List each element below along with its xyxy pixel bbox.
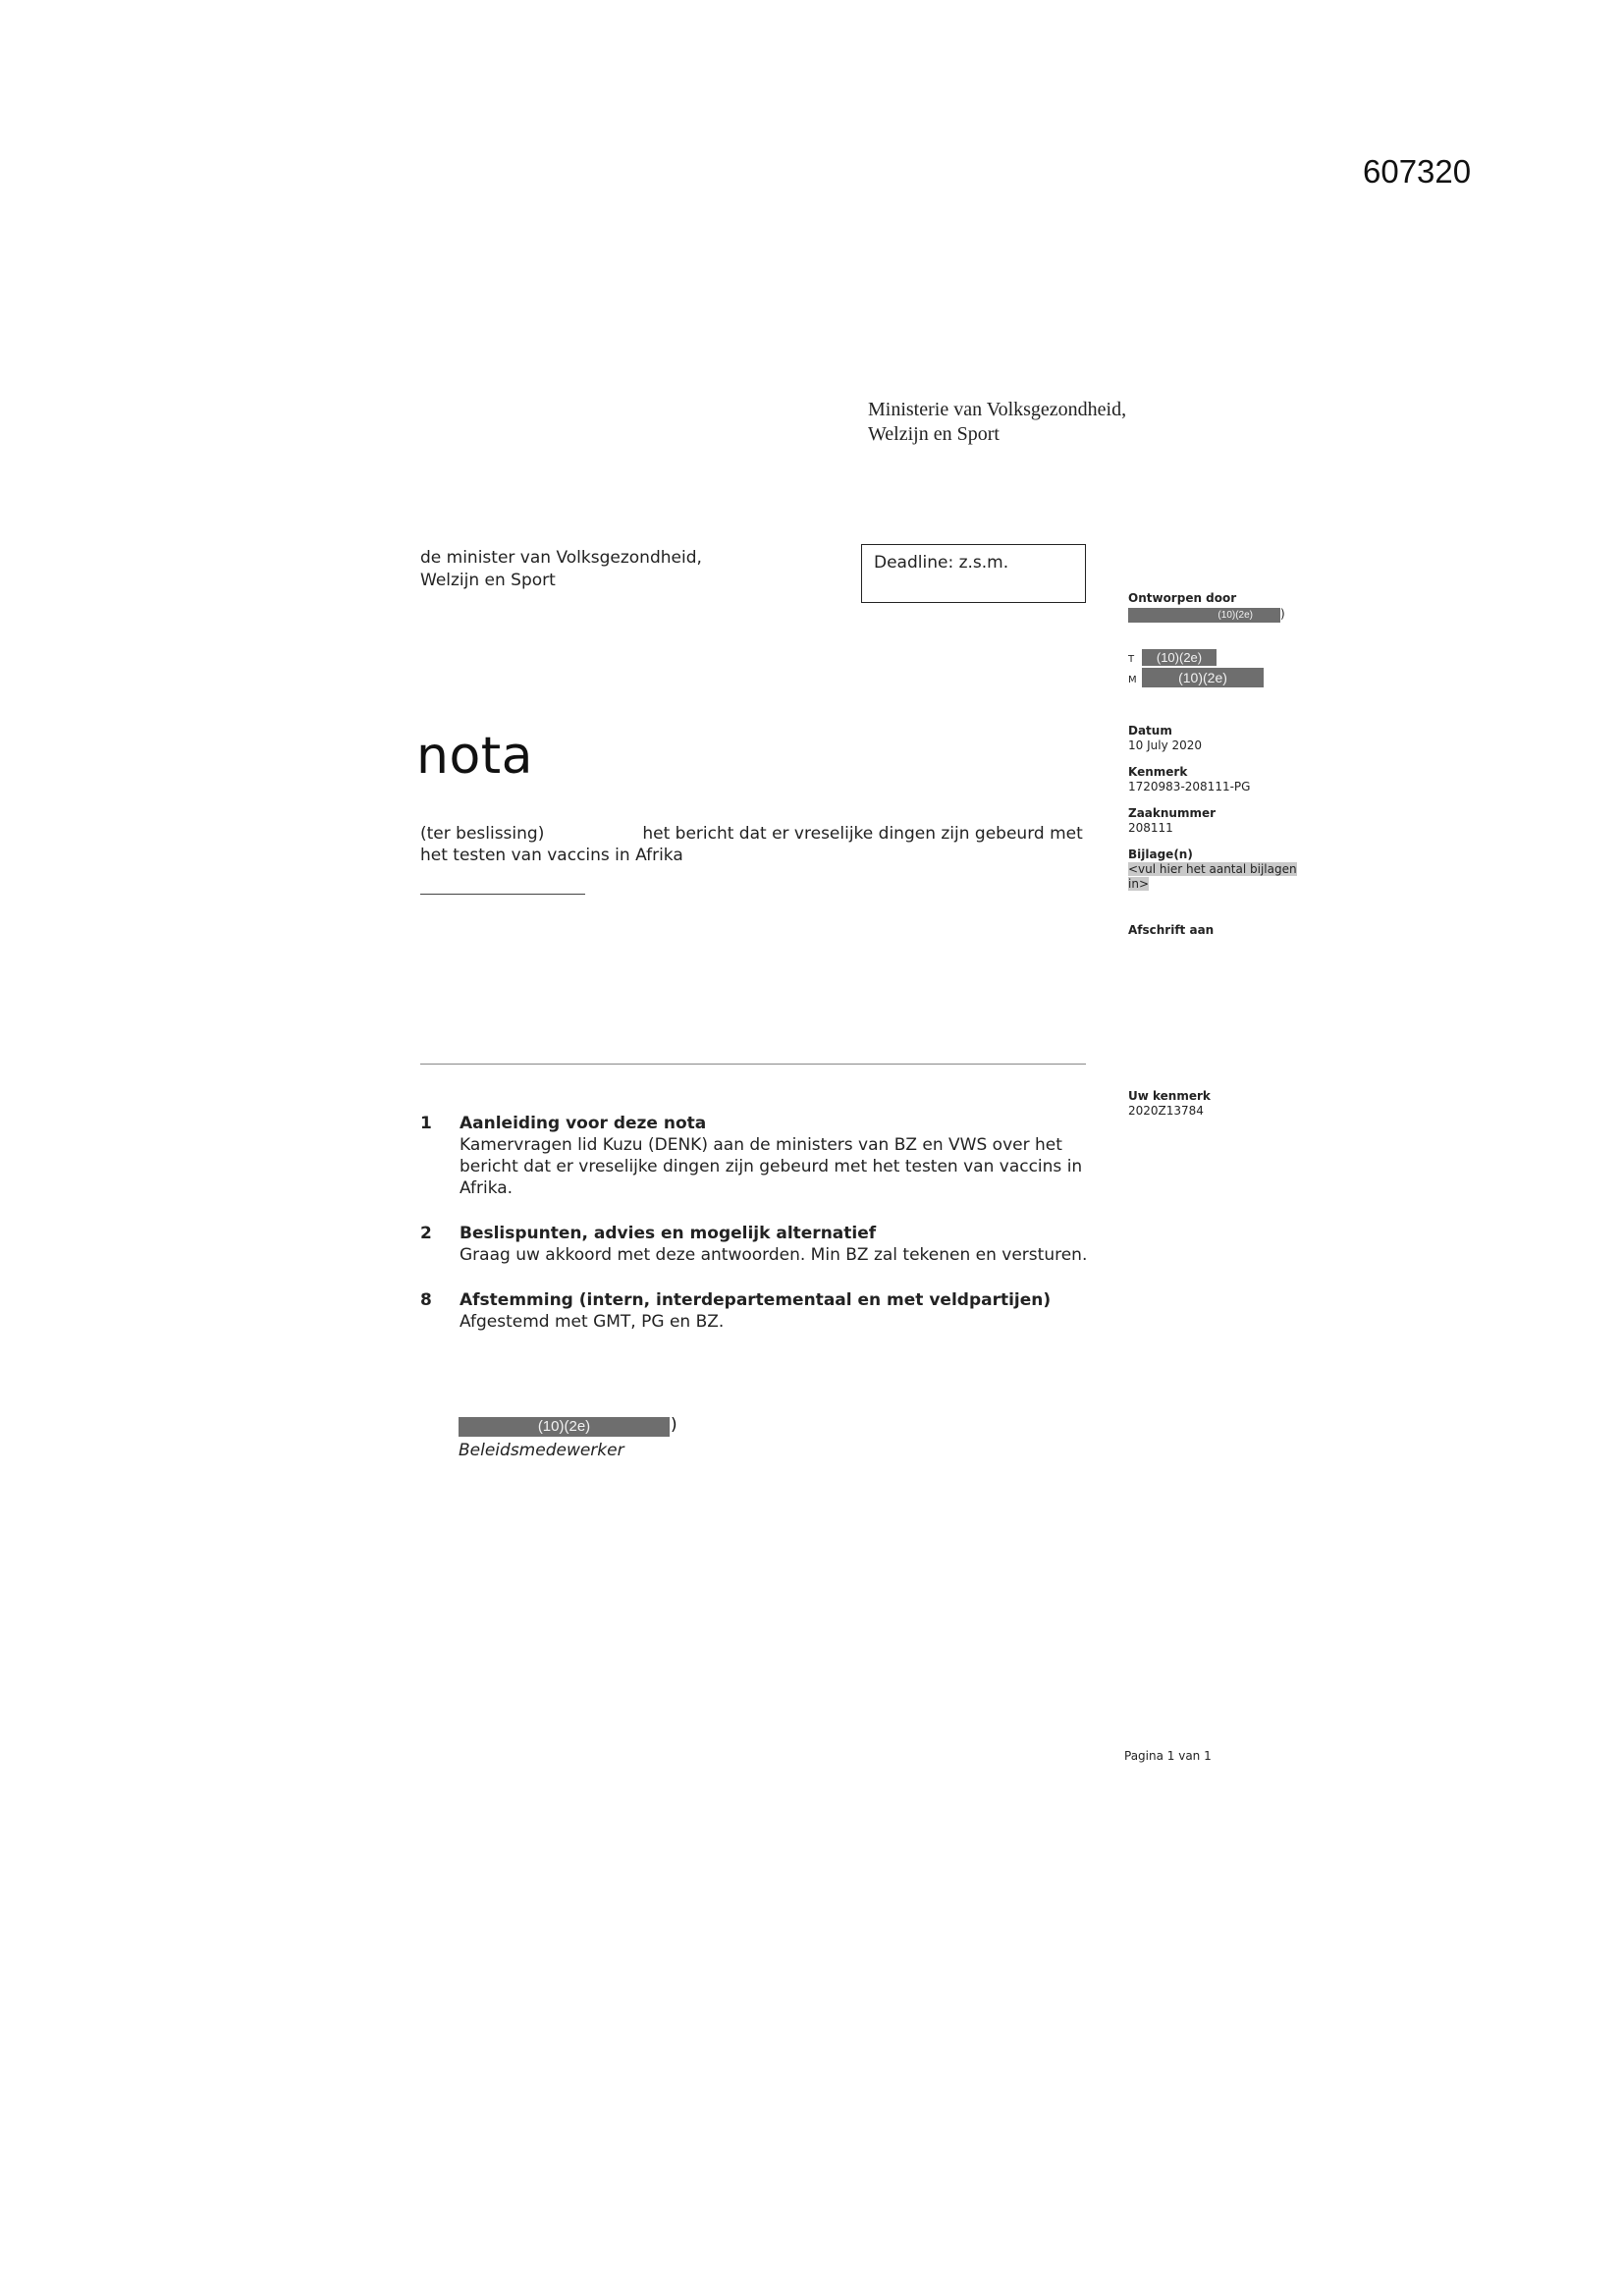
designed-by-label: Ontworpen door: [1128, 591, 1237, 605]
subject-line-1: het bericht dat er vreselijke dingen zijn gebeurd met: [642, 824, 1083, 844]
section-number: 1: [420, 1114, 432, 1133]
designed-by-paren: ): [1280, 607, 1285, 621]
section-number: 8: [420, 1290, 432, 1310]
designed-by-redaction: (10)(2e): [1128, 608, 1280, 623]
section-8: [420, 1289, 1098, 1333]
section-heading: Beslispunten, advies en mogelijk alternatief: [460, 1224, 877, 1243]
section-line: Graag uw akkoord met deze antwoorden. Min BZ zal tekenen en versturen.: [460, 1245, 1088, 1265]
section-1: [420, 1113, 1098, 1199]
date-label: Datum: [1128, 724, 1172, 738]
addressee: [420, 547, 702, 592]
attachment-block: [1128, 847, 1297, 892]
ministry-name: [868, 398, 1126, 447]
phone-row: [1128, 649, 1217, 667]
signature-role: Beleidsmedewerker: [459, 1441, 624, 1460]
addressee-line-1: de minister van Volksgezondheid,: [420, 548, 702, 568]
signature-paren: ): [671, 1415, 677, 1435]
addressee-line-2: Welzijn en Sport: [420, 571, 556, 590]
case-value: 208111: [1128, 821, 1173, 835]
mobile-row: [1128, 668, 1264, 687]
section-line: bericht dat er vreselijke dingen zijn gebeurd met het testen van vaccins in: [460, 1157, 1083, 1176]
section-divider: [420, 1064, 1086, 1065]
reference-label: Kenmerk: [1128, 765, 1188, 779]
attachment-label: Bijlage(n): [1128, 847, 1193, 861]
page-footer: Pagina 1 van 1: [1124, 1749, 1212, 1763]
attachment-placeholder-line-2: in>: [1128, 877, 1149, 891]
copy-block: [1128, 923, 1214, 938]
document-number: 607320: [1363, 153, 1472, 190]
section-line: Kamervragen lid Kuzu (DENK) aan de ministers van BZ en VWS over het: [460, 1135, 1062, 1155]
mobile-label: M: [1128, 675, 1137, 685]
reference-block: [1128, 765, 1250, 794]
phone-redaction: (10)(2e): [1142, 649, 1217, 666]
section-heading: Aanleiding voor deze nota: [460, 1114, 707, 1133]
subject-line-2: het testen van vaccins in Afrika: [420, 846, 683, 865]
your-reference-value: 2020Z13784: [1128, 1104, 1204, 1118]
date-block: [1128, 724, 1202, 753]
signature-redaction: (10)(2e): [459, 1417, 670, 1437]
attachment-placeholder-line-1: <vul hier het aantal bijlagen: [1128, 862, 1297, 876]
subject-prefix: (ter beslissing): [420, 824, 545, 844]
document-title: nota: [416, 727, 534, 786]
your-reference-label: Uw kenmerk: [1128, 1089, 1211, 1103]
copy-label: Afschrift aan: [1128, 923, 1215, 937]
short-divider: [420, 894, 585, 895]
ministry-line-1: Ministerie van Volksgezondheid,: [868, 399, 1127, 420]
section-number: 2: [420, 1224, 432, 1243]
phone-label: T: [1128, 654, 1135, 665]
reference-value: 1720983-208111-PG: [1128, 780, 1251, 793]
your-reference-block: [1128, 1089, 1211, 1119]
case-block: [1128, 806, 1216, 836]
designed-by-value: [1128, 607, 1285, 623]
section-line: Afrika.: [460, 1178, 514, 1198]
ministry-line-2: Welzijn en Sport: [868, 423, 1000, 445]
section-line: Afgestemd met GMT, PG en BZ.: [460, 1312, 725, 1332]
mobile-redaction: (10)(2e): [1142, 668, 1264, 687]
section-2: [420, 1223, 1098, 1266]
deadline-box: Deadline: z.s.m.: [861, 544, 1086, 603]
date-value: 10 July 2020: [1128, 738, 1203, 752]
case-label: Zaaknummer: [1128, 806, 1217, 820]
section-heading: Afstemming (intern, interdepartementaal en met veldpartijen): [460, 1290, 1052, 1310]
subject: [420, 823, 1088, 866]
